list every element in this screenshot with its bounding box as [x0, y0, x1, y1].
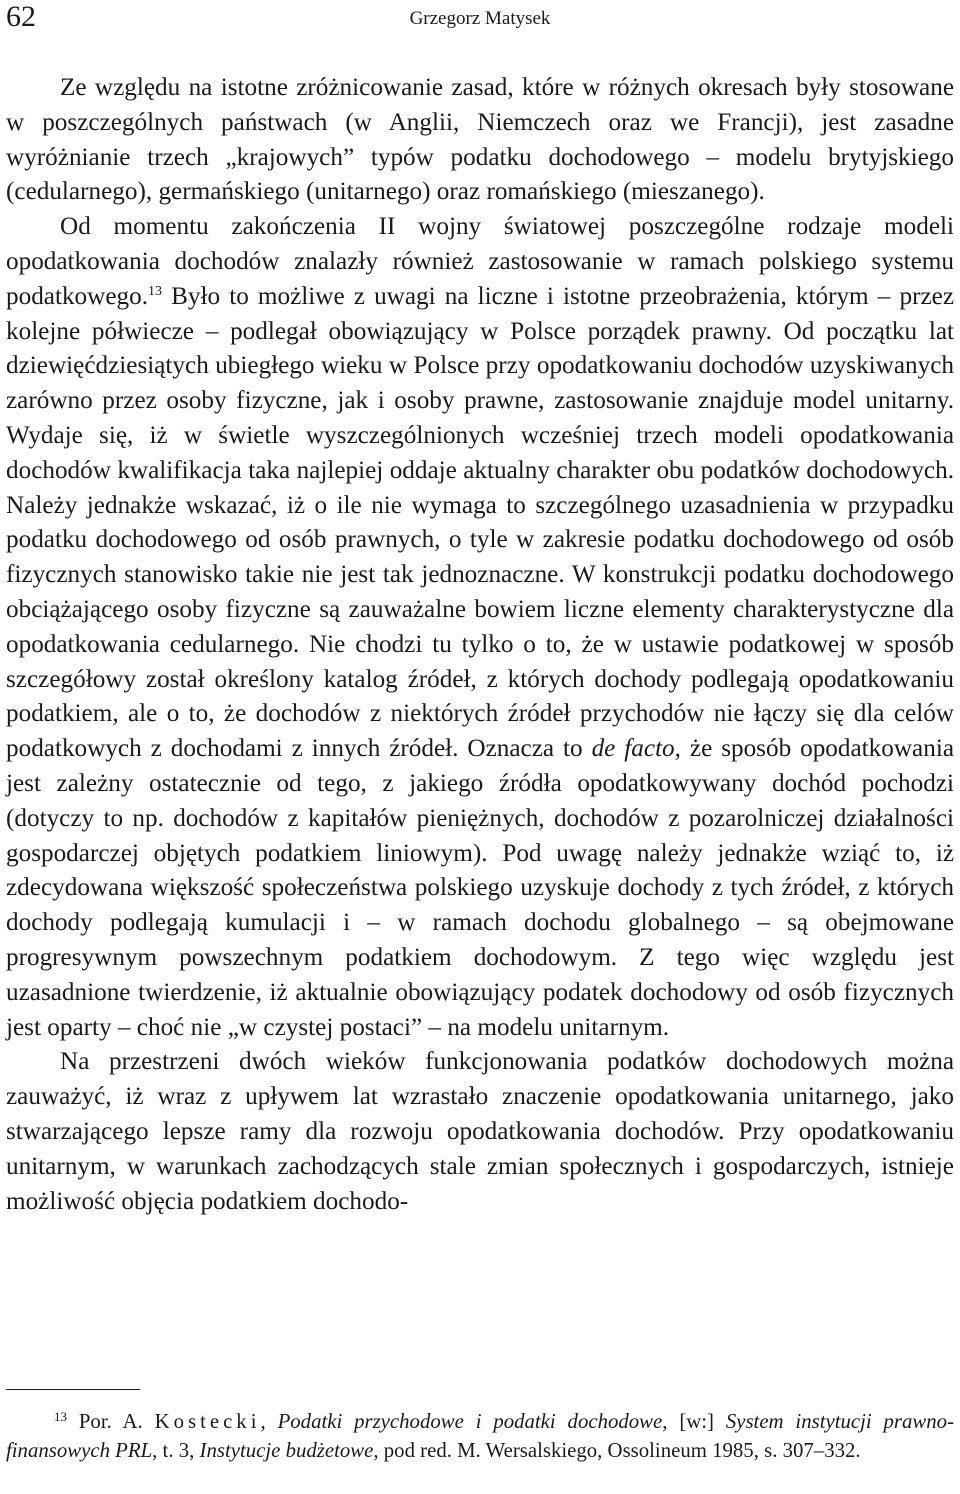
paragraph-2-text-end: , że sposób opodatkowania jest zależny ostatecznie od tego, z jakiego źródła opodatkowywany dochód pochodzi (dotyczy to np. dochodów z kapitałów pieniężnych, dochodów z pozarolniczej działalności gospodarczej objętych podatkiem liniowym). Pod uwagę należy jednakże wziąć to, iż zdecydowana większość społeczeństwa polskiego uzyskuje dochody z tych źródeł, z których dochody podlegają kumulacji i – w ramach dochodu globalnego – są obejmowane progresywnym powszechnym podatkiem dochodowym. Z tego więc względu jest uzasadnione twierdzenie, iż aktualnie obowiązujący podatek dochodowy od osób fizycznych jest oparty – choć nie „w czystej postaci” – na modelu unitarnym.	[6, 735, 954, 1041]
footnote-volume-title: Instytucje budżetowe	[199, 1439, 374, 1462]
page-header	[6, 0, 954, 40]
footnote-number: 13	[54, 1409, 67, 1424]
footnote-text-5: , pod red. M. Wersalskiego, Ossolineum 1985, s. 307–332.	[373, 1439, 861, 1462]
footnote	[6, 1407, 954, 1465]
footnote-author: Kostecki	[154, 1410, 261, 1433]
paragraph-1	[6, 71, 954, 210]
body-text	[6, 71, 954, 1219]
footnote-text-4: , t. 3,	[152, 1439, 200, 1462]
running-head-author: Grzegorz Matysek	[409, 8, 551, 29]
footnote-series-title: System instytucji prawno-finansowych PRL	[6, 1410, 955, 1462]
paragraph-2-text-middle: Było to możliwe z uwagi na liczne i istotne przeobrażenia, którym – przez kolejne półwiecze – podlegał obowiązujący w Polsce porządek prawny. Od początku lat dziewięćdziesiątych ubiegłego wieku w Polsce przy opodatkowaniu dochodów uzyskiwanych zarówno przez osoby fizyczne, jak i osoby prawne, zastosowanie znajduje model unitarny. Wydaje się, iż w świetle wyszczególnionych wcześniej trzech modeli opodatkowania dochodów kwalifikacja taka najlepiej oddaje aktualny charakter obu podatków dochodowych. Należy jednakże wskazać, iż o ile nie wymaga to szczególnego uzasadnienia w przypadku podatku dochodowego od osób prawnych, o tyle w zakresie podatku dochodowego od osób fizycznych stanowisko takie nie jest tak jednoznaczne. W konstrukcji podatku dochodowego obciążającego osoby fizyczne są zauważalne bowiem liczne elementy charakterystyczne dla opodatkowania cedularnego. Nie chodzi tu tylko o to, że w ustawie podatkowej w sposób szczegółowy został określony katalog źródeł, z których dochody podlegają opodatkowaniu podatkiem, ale o to, że dochodów z niektórych źródeł przychodów nie łączy się dla celów podatkowych z dochodami z innych źródeł. Oznacza to	[6, 282, 954, 763]
footnote-text-3: , [w:]	[662, 1410, 726, 1433]
footnote-text-2: ,	[260, 1410, 278, 1433]
paragraph-3	[6, 1045, 954, 1219]
paragraph-2-text-start: Od momentu zakończenia II wojny światowej poszczególne rodzaje modeli opodatkowania dochodów znalazły również zastosowanie w ramach polskiego systemu podatkowego.	[6, 213, 954, 310]
footnote-work-title: Podatki przychodowe i podatki dochodowe	[277, 1410, 663, 1433]
paragraph-2	[6, 210, 954, 1045]
latin-phrase: de facto	[591, 735, 675, 763]
paragraph-1-text: Ze względu na istotne zróżnicowanie zasad, które w różnych okresach były stosowane w poszczególnych państwach (w Anglii, Niemczech oraz we Francji), jest zasadne wyróżnianie trzech „krajowych” typów podatku dochodowego – modelu brytyjskiego (cedularnego), germańskiego (unitarnego) oraz romańskiego (mieszanego).	[6, 74, 954, 206]
paragraph-3-text: Na przestrzeni dwóch wieków funkcjonowania podatków dochodowych można zauważyć, iż wraz z upływem lat wzrastało znaczenie opodatkowania unitarnego, jako stwarzającego lepsze ramy dla rozwoju opodatkowania dochodów. Przy opodatkowaniu unitarnym, w warunkach zachodzących stale zmian społecznych i gospodarczych, istnieje możliwość objęcia podatkiem dochodo-	[6, 1048, 954, 1215]
footnote-text-1: Por. A.	[67, 1410, 155, 1433]
footnote-separator	[6, 1389, 140, 1390]
page-number: 62	[6, 0, 36, 33]
footnote-reference[interactable]: 13	[148, 283, 162, 299]
